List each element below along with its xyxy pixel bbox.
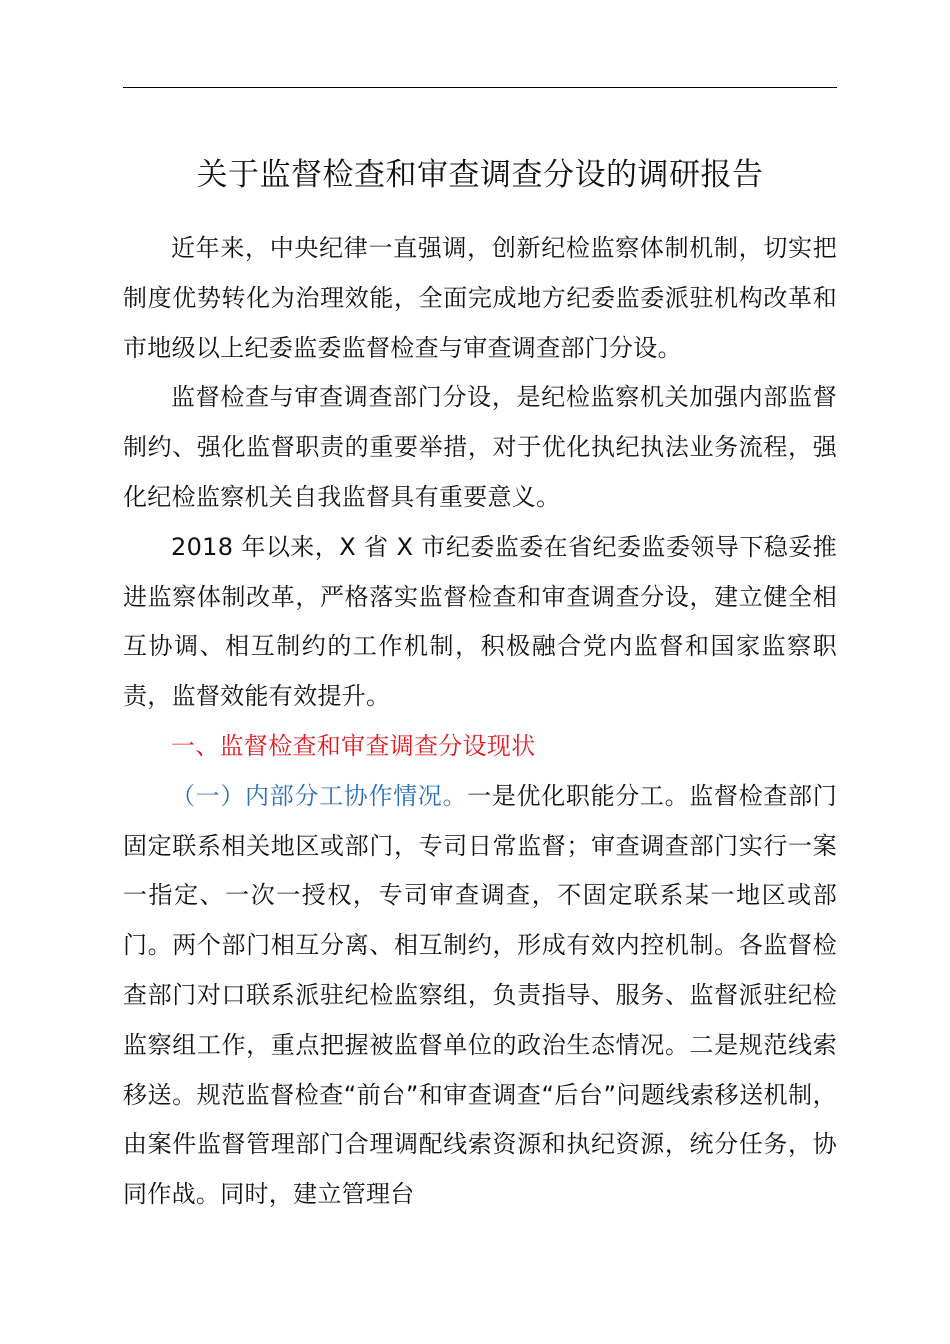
header-rule (123, 87, 837, 88)
document-body (123, 224, 837, 1220)
subsection-label: （一）内部分工协作情况。 (171, 781, 468, 810)
section-heading: 一、监督检查和审查调查分设现状 (171, 731, 536, 760)
subsection-text: 一是优化职能分工。监督检查部门固定联系相关地区或部门，专司日常监督；审查调查部门实行一案一指定、一次一授权，专司审查调查，不固定联系某一地区或部门。两个部门相互分离、相互制约，形成有效内控机制。各监督检查部门对口联系派驻纪检监察组，负责指导、服务、监督派驻纪检监察组工作，重点把握被监督单位的政治生态情况。二是规范线索移送。规范监督检查“前台”和审查调查“后台”问题线索移送机制，由案件监督管理部门合理调配线索资源和执纪资源，统分任务，协同作战。同时，建立管理台 (123, 781, 837, 1209)
paragraph-intro: 近年来，中央纪律一直强调，创新纪检监察体制机制，切实把制度优势转化为治理效能，全面完成地方纪委监委派驻机构改革和市地级以上纪委监委监督检查与审查调查部门分设。 (123, 234, 837, 362)
paragraph-division-of-labor (123, 772, 837, 1220)
paragraph-significance: 监督检查与审查调查部门分设，是纪检监察机关加强内部监督制约、强化监督职责的重要举措，对于优化执纪执法业务流程，强化纪检监察机关自我监督具有重要意义。 (123, 383, 837, 511)
document-title: 关于监督检查和审查调查分设的调研报告 (196, 157, 764, 193)
paragraph-progress: 2018 年以来，X 省 X 市纪委监委在省纪委监委领导下稳妥推进监察体制改革，严格落实监督检查和审查调查分设，建立健全相互协调、相互制约的工作机制，积极融合党内监督和国家监察职责，监督效能有效提升。 (123, 532, 837, 711)
